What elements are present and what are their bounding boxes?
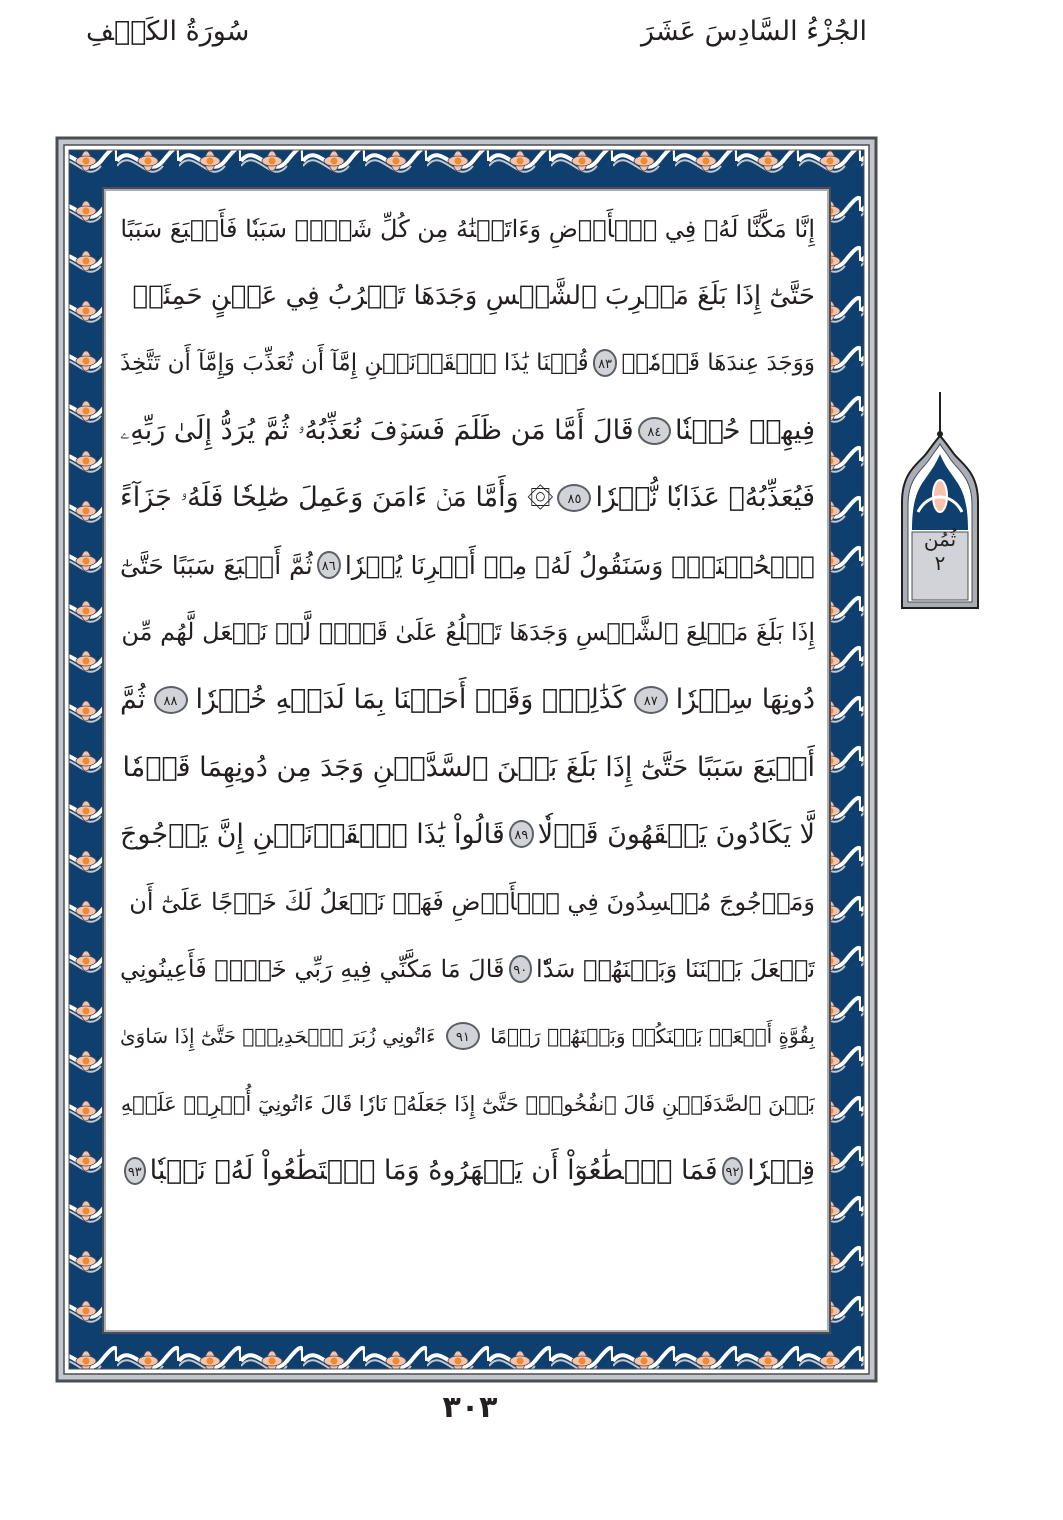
verse-line: [120, 868, 815, 935]
verse-line: [120, 330, 815, 397]
verse-text: إِنَّا مَكَّنَّا لَهُۥ فِي ٱلۡأَرۡضِ وَءَاتَيۡنَٰهُ مِن كُلِّ شَيۡءٖ سَبَبٗا فَأَتۡبَعَ سَبَبًا: [120, 214, 815, 243]
verse-text: وَوَجَدَ عِندَهَا قَوۡمٗاۗ: [621, 350, 815, 377]
hizb-label-group: [898, 527, 982, 575]
ayah-number-marker: ٨٥: [557, 484, 591, 512]
hizb-label: ثُمُن: [923, 527, 957, 551]
verse-text: قُلۡنَا يَٰذَا ٱلۡقَرۡنَيۡنِ إِمَّآ أَن تُعَذِّبَ وَإِمَّآ أَن تَتَّخِذَ: [120, 350, 589, 377]
ornamental-arch-icon: [898, 392, 982, 610]
ayah-number-marker: ٨٨: [154, 686, 188, 714]
verse-line: [120, 801, 815, 868]
verse-line: [120, 1137, 815, 1204]
verse-line: [120, 195, 815, 262]
hizb-marker: [898, 392, 982, 610]
ayah-number-marker: ٨٧: [634, 686, 668, 714]
ayah-number-marker: ٩٣: [124, 1157, 146, 1185]
ayah-number-marker: ٨٦: [317, 551, 341, 579]
ayah-number-marker: ٨٤: [638, 417, 671, 445]
verse-text: ثُمَّ: [120, 684, 146, 716]
verse-line: [120, 464, 815, 531]
verse-text: كَذَٰلِكَۖ وَقَدۡ أَحَطۡنَا بِمَا لَدَيۡهِ خُبۡرٗا: [195, 684, 626, 716]
verse-text: ۞ وَأَمَّا مَنۡ ءَامَنَ وَعَمِلَ صَٰلِحٗا فَلَهُۥ جَزَآءً: [120, 481, 554, 513]
verse-text: بَيۡنَ ٱلصَّدَفَيۡنِ قَالَ ٱنفُخُواْۖ حَتَّىٰٓ إِذَا جَعَلَهُۥ نَارٗا قَالَ ءَاتُونِيٓ أُفۡرِغۡ عَلَيۡهِ: [120, 1091, 815, 1116]
verse-text: فَمَا ٱسۡطَٰعُوٓاْ أَن يَظۡهَرُوهُ وَمَا ٱسۡتَطَٰعُواْ لَهُۥ نَقۡبٗا: [149, 1155, 718, 1187]
verse-text: حَتَّىٰٓ إِذَا بَلَغَ مَغۡرِبَ ٱلشَّمۡسِ وَجَدَهَا تَغۡرُبُ فِي عَيۡنٍ حَمِئَةٖ: [132, 280, 815, 311]
verse-text: قَالُواْ يَٰذَا ٱلۡقَرۡنَيۡنِ إِنَّ يَأۡجُوجَ: [120, 818, 505, 850]
verse-line: [120, 531, 815, 598]
verse-text: فِيهِمۡ حُسۡنٗا: [675, 415, 815, 447]
verse-text: فَيُعَذِّبُهُۥ عَذَابٗا نُّكۡرٗا: [595, 482, 815, 514]
verse-text: لَّا يَكَادُونَ يَفۡقَهُونَ قَوۡلٗا: [537, 818, 815, 850]
verse-text: أَتۡبَعَ سَبَبًا حَتَّىٰٓ إِذَا بَلَغَ بَيۡنَ ٱلسَّدَّيۡنِ وَجَدَ مِن دُونِهِمَا قَوۡمٗا: [122, 751, 815, 783]
ayah-number-marker: ٨٣: [593, 349, 618, 377]
verse-text: ثُمَّ أَتۡبَعَ سَبَبًا حَتَّىٰٓ: [120, 550, 313, 580]
verse-text: وَمَأۡجُوجَ مُفۡسِدُونَ فِي ٱلۡأَرۡضِ فَهَلۡ نَجۡعَلُ لَكَ خَرۡجًا عَلَىٰٓ أَن: [129, 887, 815, 916]
verse-line: [120, 666, 815, 733]
verse-text: قَالَ مَا مَكَّنِّي فِيهِ رَبِّي خَيۡرٞ فَأَعِينُونِي: [120, 954, 505, 983]
page-number: ٣٠٣: [442, 1390, 498, 1425]
verse-line: [120, 1070, 815, 1137]
ayah-number-marker: ٨٩: [509, 820, 534, 848]
verse-line: [120, 262, 815, 329]
verse-line: [120, 935, 815, 1002]
ayah-number-marker: ٩٢: [722, 1157, 744, 1185]
verse-text: بِقُوَّةٍ أَجۡعَلۡ بَيۡنَكُمۡ وَبَيۡنَهُمۡ رَدۡمًا: [490, 1024, 815, 1049]
verse-lines: [120, 195, 815, 1204]
ayah-number-marker: ٩١: [446, 1022, 480, 1050]
verse-text: قَالَ أَمَّا مَن ظَلَمَ فَسَوۡفَ نُعَذِّبُهُۥ ثُمَّ يُرَدُّ إِلَىٰ رَبِّهِۦ: [120, 414, 634, 446]
juz-header: الجُزْءُ السَّادِسَ عَشَرَ: [640, 16, 867, 47]
verse-line: [120, 1003, 815, 1070]
verse-text: دُونِهَا سِتۡرٗا: [675, 684, 815, 716]
verse-text: قِطۡرٗا: [747, 1155, 815, 1187]
verse-line: [120, 599, 815, 666]
verse-text: ءَاتُونِي زُبَرَ ٱلۡحَدِيدِۖ حَتَّىٰٓ إِذَا سَاوَىٰ: [120, 1024, 436, 1049]
verse-text: تَجۡعَلَ بَيۡنَنَا وَبَيۡنَهُمۡ سَدّٗا: [536, 954, 815, 983]
verse-text: إِذَا بَلَغَ مَطۡلِعَ ٱلشَّمۡسِ وَجَدَهَا تَطۡلُعُ عَلَىٰ قَوۡمٖ لَّمۡ نَجۡعَل لَّهُم مِّن: [121, 618, 815, 647]
verse-text: ٱلۡحُسۡنَىٰۖ وَسَنَقُولُ لَهُۥ مِنۡ أَمۡرِنَا يُسۡرٗا: [344, 550, 815, 580]
surah-header: سُورَةُ الكَهۡفِ: [86, 16, 250, 47]
verse-line: [120, 397, 815, 464]
verse-line: [120, 733, 815, 800]
hizb-number: ٢: [934, 551, 946, 575]
ayah-number-marker: ٩٠: [509, 955, 533, 983]
